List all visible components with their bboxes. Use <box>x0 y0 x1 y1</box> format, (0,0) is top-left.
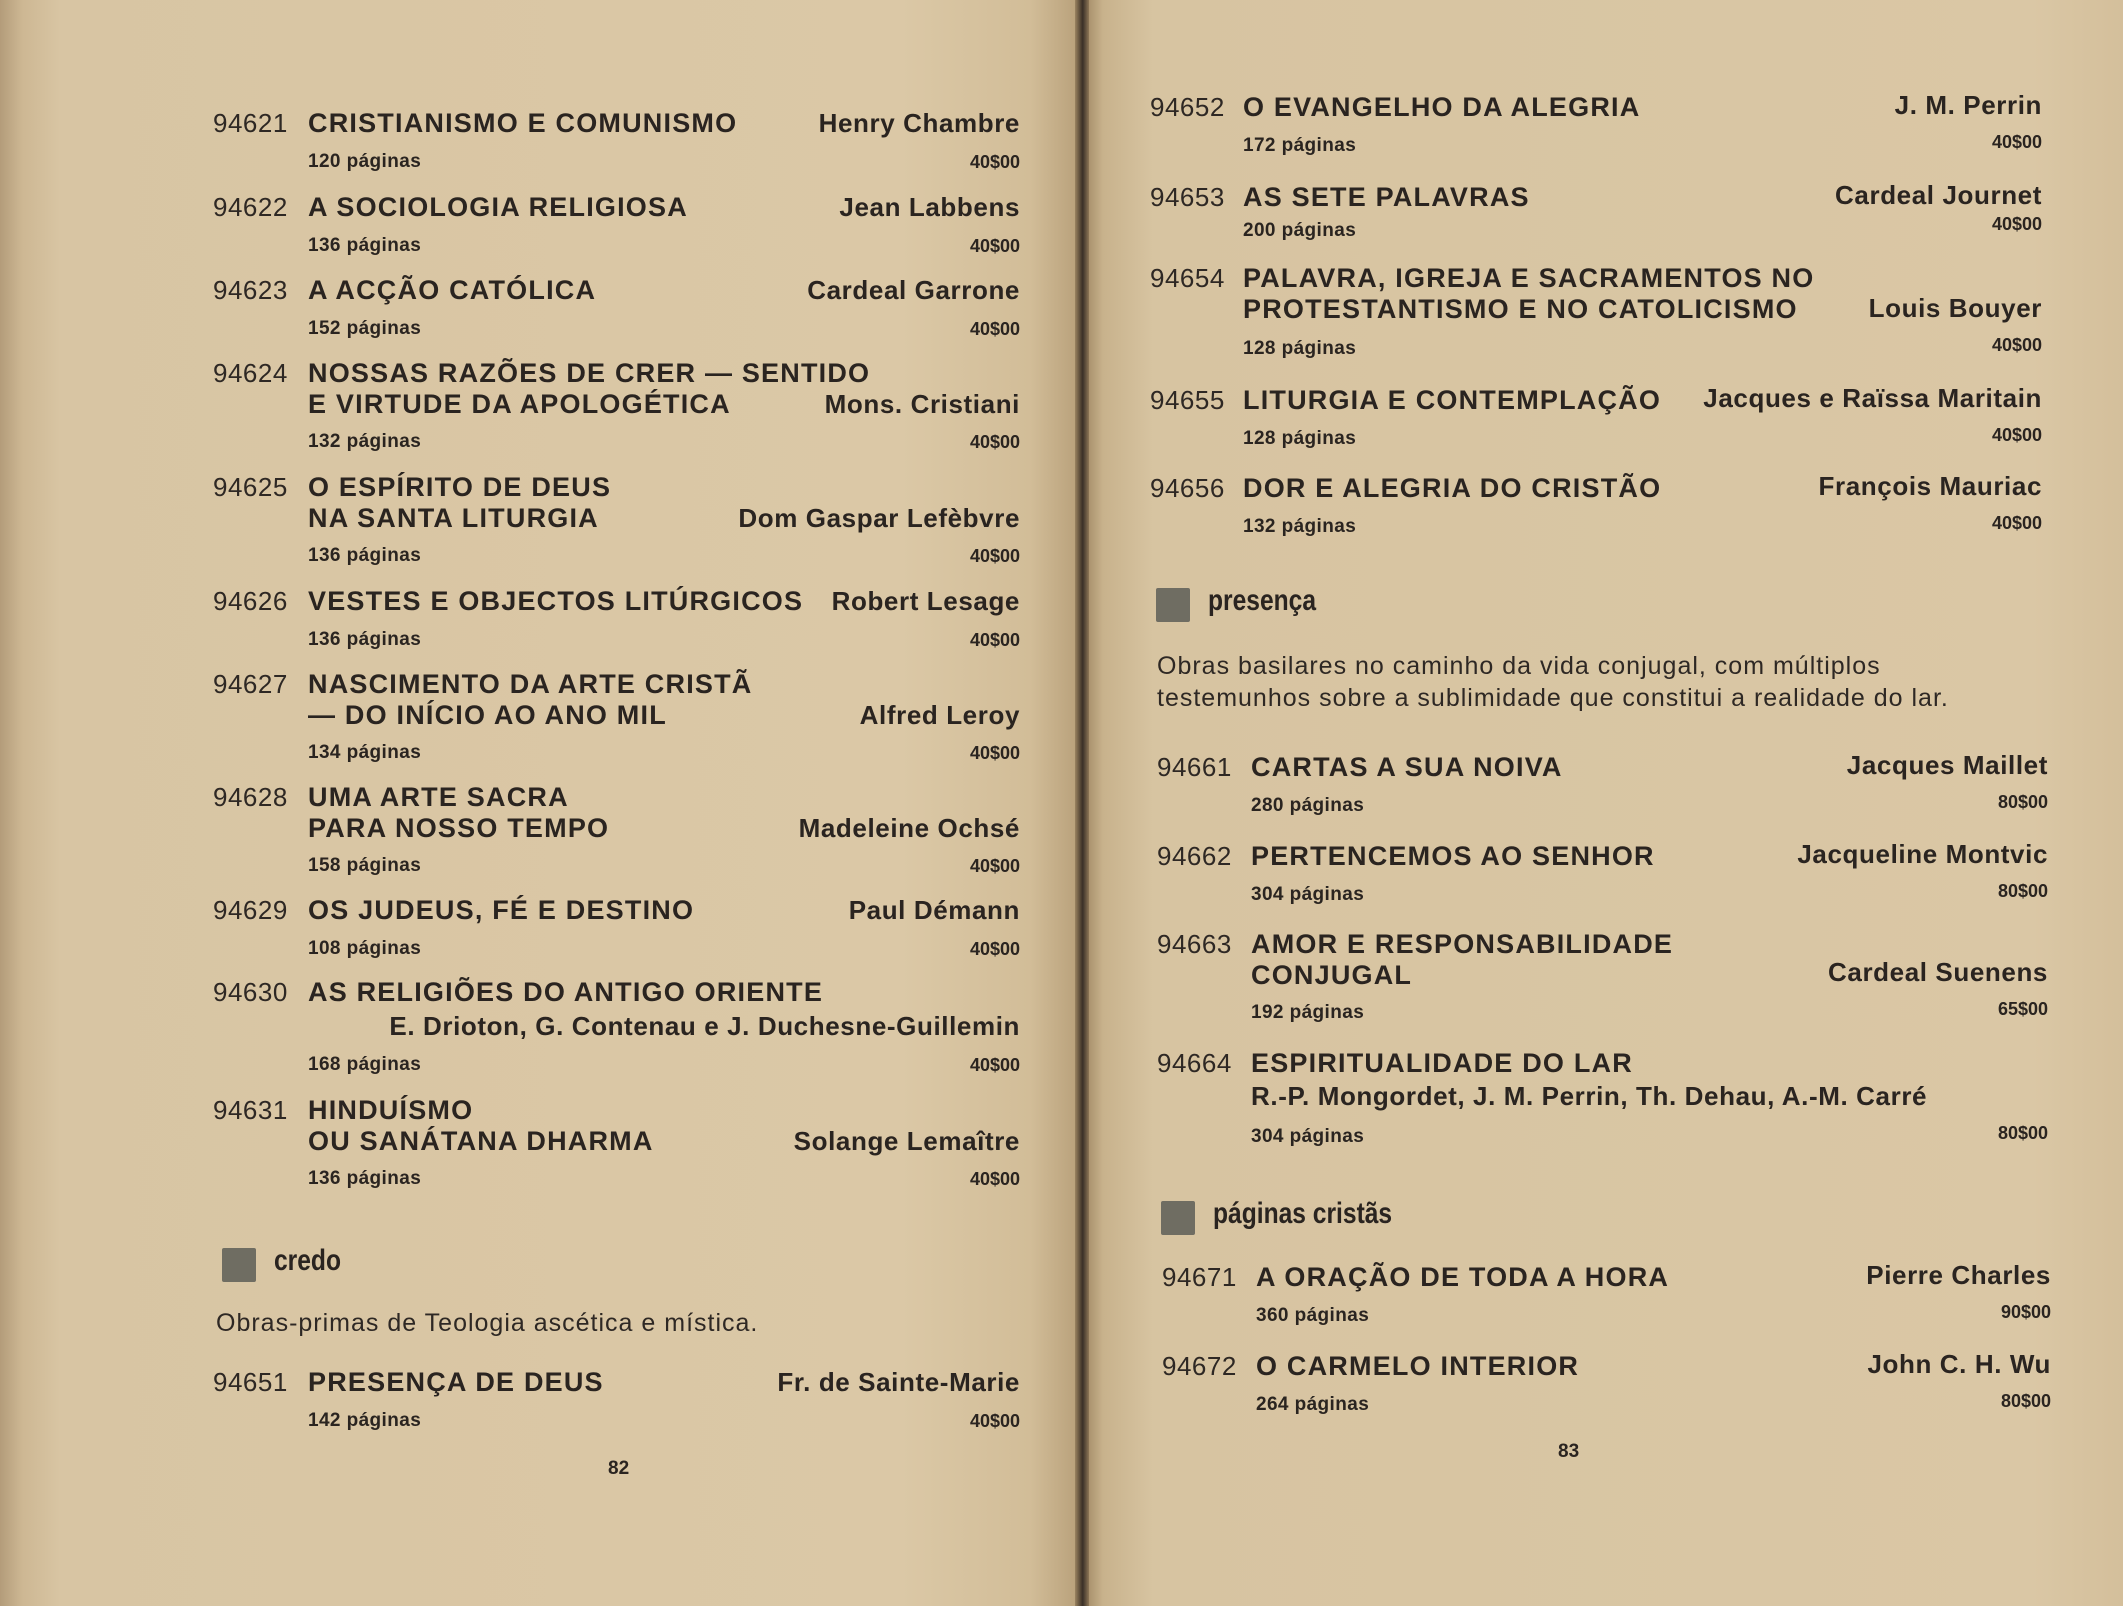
item-title: O ESPÍRITO DE DEUS NA SANTA LITURGIA <box>308 472 612 533</box>
item-price: 80$00 <box>1997 1123 2048 1143</box>
item-price: 40$00 <box>969 236 1020 256</box>
section-square-icon <box>1156 588 1190 622</box>
item-author: John C. H. Wu <box>1867 1349 2051 1379</box>
item-title: A ORAÇÃO DE TODA A HORA <box>1256 1262 1670 1292</box>
item-number: 94654 <box>1150 263 1225 293</box>
item-number: 94621 <box>213 108 288 138</box>
section-title: páginas cristãs <box>1213 1197 1393 1230</box>
item-pages: 134 páginas <box>308 742 422 763</box>
item-title: LITURGIA E CONTEMPLAÇÃO <box>1243 385 1662 415</box>
catalog-entry <box>0 192 1083 262</box>
item-price: 40$00 <box>1991 214 2042 234</box>
catalog-entry <box>1083 1351 2123 1421</box>
item-price: 80$00 <box>1997 881 2048 901</box>
item-author: E. Drioton, G. Contenau e J. Duchesne-Guillemin <box>389 1011 1020 1041</box>
item-number: 94623 <box>213 275 288 305</box>
item-author: Louis Bouyer <box>1868 293 2042 323</box>
item-price: 40$00 <box>969 319 1020 339</box>
item-number: 94653 <box>1150 182 1225 212</box>
item-pages: 120 páginas <box>308 151 422 172</box>
item-pages: 136 páginas <box>308 235 422 256</box>
item-title: PERTENCEMOS AO SENHOR <box>1251 841 1655 871</box>
item-price: 40$00 <box>969 856 1020 876</box>
item-title: NASCIMENTO DA ARTE CRISTÃ — DO INÍCIO AO ANO MIL <box>308 669 753 730</box>
catalog-entry <box>0 977 1083 1077</box>
item-author: Jacqueline Montvic <box>1797 839 2048 869</box>
catalog-entry <box>1083 752 2123 822</box>
item-price: 40$00 <box>969 152 1020 172</box>
section-square-icon <box>222 1248 256 1282</box>
item-title: AMOR E RESPONSABILIDADE CONJUGAL <box>1251 929 1674 990</box>
item-title: O EVANGELHO DA ALEGRIA <box>1243 92 1641 122</box>
item-title: A SOCIOLOGIA RELIGIOSA <box>308 192 688 222</box>
item-author: Paul Démann <box>848 895 1020 925</box>
item-author: Dom Gaspar Lefèbvre <box>738 503 1020 533</box>
catalog-entry <box>1083 263 2123 363</box>
item-title: CARTAS A SUA NOIVA <box>1251 752 1563 782</box>
item-pages: 158 páginas <box>308 855 422 876</box>
item-price: 40$00 <box>1991 335 2042 355</box>
section-square-icon <box>1161 1201 1195 1235</box>
item-author: Alfred Leroy <box>859 700 1020 730</box>
item-number: 94651 <box>213 1367 288 1397</box>
item-price: 40$00 <box>969 630 1020 650</box>
catalog-entry <box>0 108 1083 178</box>
item-author: François Mauriac <box>1818 471 2042 501</box>
item-number: 94628 <box>213 782 288 812</box>
item-author: Pierre Charles <box>1866 1260 2051 1290</box>
item-number: 94662 <box>1157 841 1232 871</box>
item-pages: 304 páginas <box>1251 1126 1365 1147</box>
item-author: Mons. Cristiani <box>824 389 1020 419</box>
item-title: CRISTIANISMO E COMUNISMO <box>308 108 738 138</box>
item-author: Jean Labbens <box>839 192 1020 222</box>
item-price: 80$00 <box>2000 1391 2051 1411</box>
section-description-line: testemunhos sobre a sublimidade que constitui a realidade do lar. <box>1157 684 1949 712</box>
item-pages: 108 páginas <box>308 938 422 959</box>
item-price: 40$00 <box>969 1411 1020 1431</box>
catalog-entry <box>1083 385 2123 455</box>
item-author: Jacques Maillet <box>1846 750 2048 780</box>
item-author: Cardeal Suenens <box>1828 957 2048 987</box>
item-title: AS SETE PALAVRAS <box>1243 182 1530 212</box>
item-title: VESTES E OBJECTOS LITÚRGICOS <box>308 586 804 616</box>
item-price: 40$00 <box>969 1055 1020 1075</box>
item-number: 94671 <box>1162 1262 1237 1292</box>
item-number: 94661 <box>1157 752 1232 782</box>
item-title: PALAVRA, IGREJA E SACRAMENTOS NO PROTESTANTISMO E NO CATOLICISMO <box>1243 263 1815 324</box>
section-title: credo <box>274 1244 341 1277</box>
item-author: Cardeal Journet <box>1835 180 2042 210</box>
page-number: 82 <box>608 1458 630 1479</box>
catalog-entry <box>0 472 1083 572</box>
item-number: 94655 <box>1150 385 1225 415</box>
item-number: 94631 <box>213 1095 288 1125</box>
item-price: 90$00 <box>2000 1302 2051 1322</box>
item-pages: 264 páginas <box>1256 1394 1370 1415</box>
catalog-entry <box>0 586 1083 656</box>
item-author: Madeleine Ochsé <box>798 813 1020 843</box>
catalog-entry <box>0 669 1083 769</box>
catalog-entry <box>1083 929 2123 1029</box>
item-pages: 168 páginas <box>308 1054 422 1075</box>
item-title: OS JUDEUS, FÉ E DESTINO <box>308 895 695 925</box>
item-number: 94656 <box>1150 473 1225 503</box>
catalog-entry <box>1083 841 2123 911</box>
section-description-line: Obras basilares no caminho da vida conjugal, com múltiplos <box>1157 652 1881 680</box>
item-pages: 172 páginas <box>1243 135 1357 156</box>
item-number: 94672 <box>1162 1351 1237 1381</box>
item-author: Henry Chambre <box>818 108 1020 138</box>
item-title: PRESENÇA DE DEUS <box>308 1367 604 1397</box>
item-number: 94630 <box>213 977 288 1007</box>
item-pages: 128 páginas <box>1243 338 1357 359</box>
section-title: presença <box>1208 584 1317 617</box>
item-number: 94624 <box>213 358 288 388</box>
book-spine <box>1075 0 1089 1606</box>
item-pages: 192 páginas <box>1251 1002 1365 1023</box>
item-number: 94627 <box>213 669 288 699</box>
section-description <box>1157 650 1949 714</box>
item-pages: 304 páginas <box>1251 884 1365 905</box>
item-title: A ACÇÃO CATÓLICA <box>308 275 597 305</box>
item-price: 65$00 <box>1997 999 2048 1019</box>
item-number: 94622 <box>213 192 288 222</box>
item-number: 94652 <box>1150 92 1225 122</box>
item-pages: 136 páginas <box>308 545 422 566</box>
item-price: 40$00 <box>1991 425 2042 445</box>
item-number: 94664 <box>1157 1048 1232 1078</box>
item-price: 40$00 <box>969 432 1020 452</box>
catalog-entry <box>0 275 1083 345</box>
item-title: O CARMELO INTERIOR <box>1256 1351 1580 1381</box>
item-number: 94629 <box>213 895 288 925</box>
item-pages: 136 páginas <box>308 1168 422 1189</box>
item-title: DOR E ALEGRIA DO CRISTÃO <box>1243 473 1662 503</box>
item-pages: 132 páginas <box>1243 516 1357 537</box>
item-author: J. M. Perrin <box>1894 90 2042 120</box>
item-pages: 132 páginas <box>308 431 422 452</box>
item-pages: 152 páginas <box>308 318 422 339</box>
item-price: 40$00 <box>969 1169 1020 1189</box>
section-description: Obras-primas de Teologia ascética e mística. <box>216 1309 759 1337</box>
item-price: 80$00 <box>1997 792 2048 812</box>
item-price: 40$00 <box>969 743 1020 763</box>
right-page <box>1083 0 2123 1606</box>
item-number: 94663 <box>1157 929 1232 959</box>
item-pages: 360 páginas <box>1256 1305 1370 1326</box>
item-pages: 280 páginas <box>1251 795 1365 816</box>
catalog-entry <box>0 895 1083 965</box>
item-author: Cardeal Garrone <box>807 275 1020 305</box>
item-price: 40$00 <box>1991 132 2042 152</box>
item-author: R.-P. Mongordet, J. M. Perrin, Th. Dehau, A.-M. Carré <box>1251 1081 1928 1111</box>
item-title: UMA ARTE SACRA PARA NOSSO TEMPO <box>308 782 610 843</box>
item-pages: 136 páginas <box>308 629 422 650</box>
catalog-entry <box>1083 92 2123 162</box>
item-pages: 142 páginas <box>308 1410 422 1431</box>
item-author: Solange Lemaître <box>793 1126 1020 1156</box>
item-author: Robert Lesage <box>831 586 1020 616</box>
catalog-entry <box>0 358 1083 458</box>
catalog-entry <box>1083 182 2123 252</box>
item-title: AS RELIGIÕES DO ANTIGO ORIENTE <box>308 977 824 1007</box>
catalog-entry <box>0 1367 1083 1437</box>
item-price: 40$00 <box>969 546 1020 566</box>
catalog-entry <box>0 782 1083 882</box>
item-title: HINDUÍSMO OU SANÁTANA DHARMA <box>308 1095 654 1156</box>
item-pages: 128 páginas <box>1243 428 1357 449</box>
item-number: 94625 <box>213 472 288 502</box>
item-price: 40$00 <box>969 939 1020 959</box>
item-pages: 200 páginas <box>1243 220 1357 241</box>
item-title: NOSSAS RAZÕES DE CRER — SENTIDO E VIRTUDE DA APOLOGÉTICA <box>308 358 871 419</box>
catalog-entry <box>1083 473 2123 543</box>
item-title: ESPIRITUALIDADE DO LAR <box>1251 1048 1633 1078</box>
item-author: Jacques e Raïssa Maritain <box>1703 383 2042 413</box>
item-number: 94626 <box>213 586 288 616</box>
catalog-entry <box>0 1095 1083 1195</box>
catalog-entry <box>1083 1048 2123 1148</box>
item-author: Fr. de Sainte-Marie <box>777 1367 1020 1397</box>
page-number: 83 <box>1558 1441 1580 1462</box>
item-price: 40$00 <box>1991 513 2042 533</box>
catalog-entry <box>1083 1262 2123 1332</box>
